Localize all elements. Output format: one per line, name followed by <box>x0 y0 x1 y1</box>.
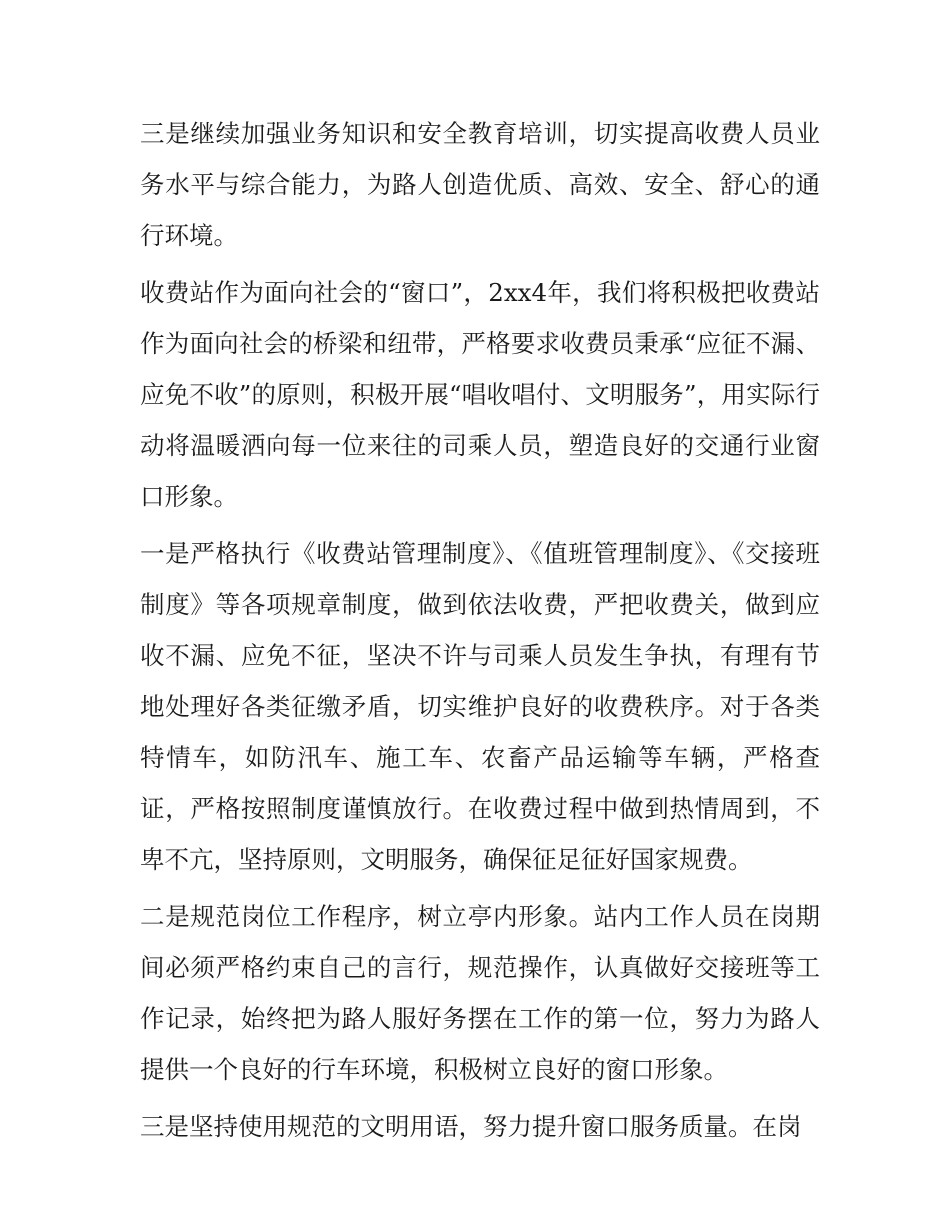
paragraph-1: 三是继续加强业务知识和安全教育培训，切实提高收费人员业务水平与综合能力，为路人创造优质、高效、安全、舒心的通行环境。 <box>140 119 820 250</box>
paragraph-4: 二是规范岗位工作程序，树立亭内形象。站内工作人员在岗期间必须严格约束自己的言行，规范操作，认真做好交接班等工作记录，始终把为路人服好务摆在工作的第一位，努力为路人提供一个良好的行车环境，积极树立良好的窗口形象。 <box>140 902 820 1084</box>
paragraph-2: 收费站作为面向社会的“窗口”，2xx4年，我们将积极把收费站作为面向社会的桥梁和纽带，严格要求收费员秉承“应征不漏、应免不收”的原则，积极开展“唱收唱付、文明服务”，用实际行动将温暖洒向每一位来往的司乘人员，塑造良好的交通行业窗口形象。 <box>140 278 820 511</box>
paragraph-5: 三是坚持使用规范的文明用语，努力提升窗口服务质量。在岗 <box>140 1112 802 1141</box>
document-body <box>140 108 820 1158</box>
paragraph-3: 一是严格执行《收费站管理制度》、《值班管理制度》、《交接班制度》等各项规章制度，做到依法收费，严把收费关，做到应收不漏、应免不征，坚决不许与司乘人员发生争执，有理有节地处理好各类征缴矛盾，切实维护良好的收费秩序。对于各类特情车，如防汛车、施工车、农畜产品运输等车辆，严格查证，严格按照制度谨慎放行。在收费过程中做到热情周到，不卑不亢，坚持原则，文明服务，确保征足征好国家规费。 <box>140 539 820 874</box>
